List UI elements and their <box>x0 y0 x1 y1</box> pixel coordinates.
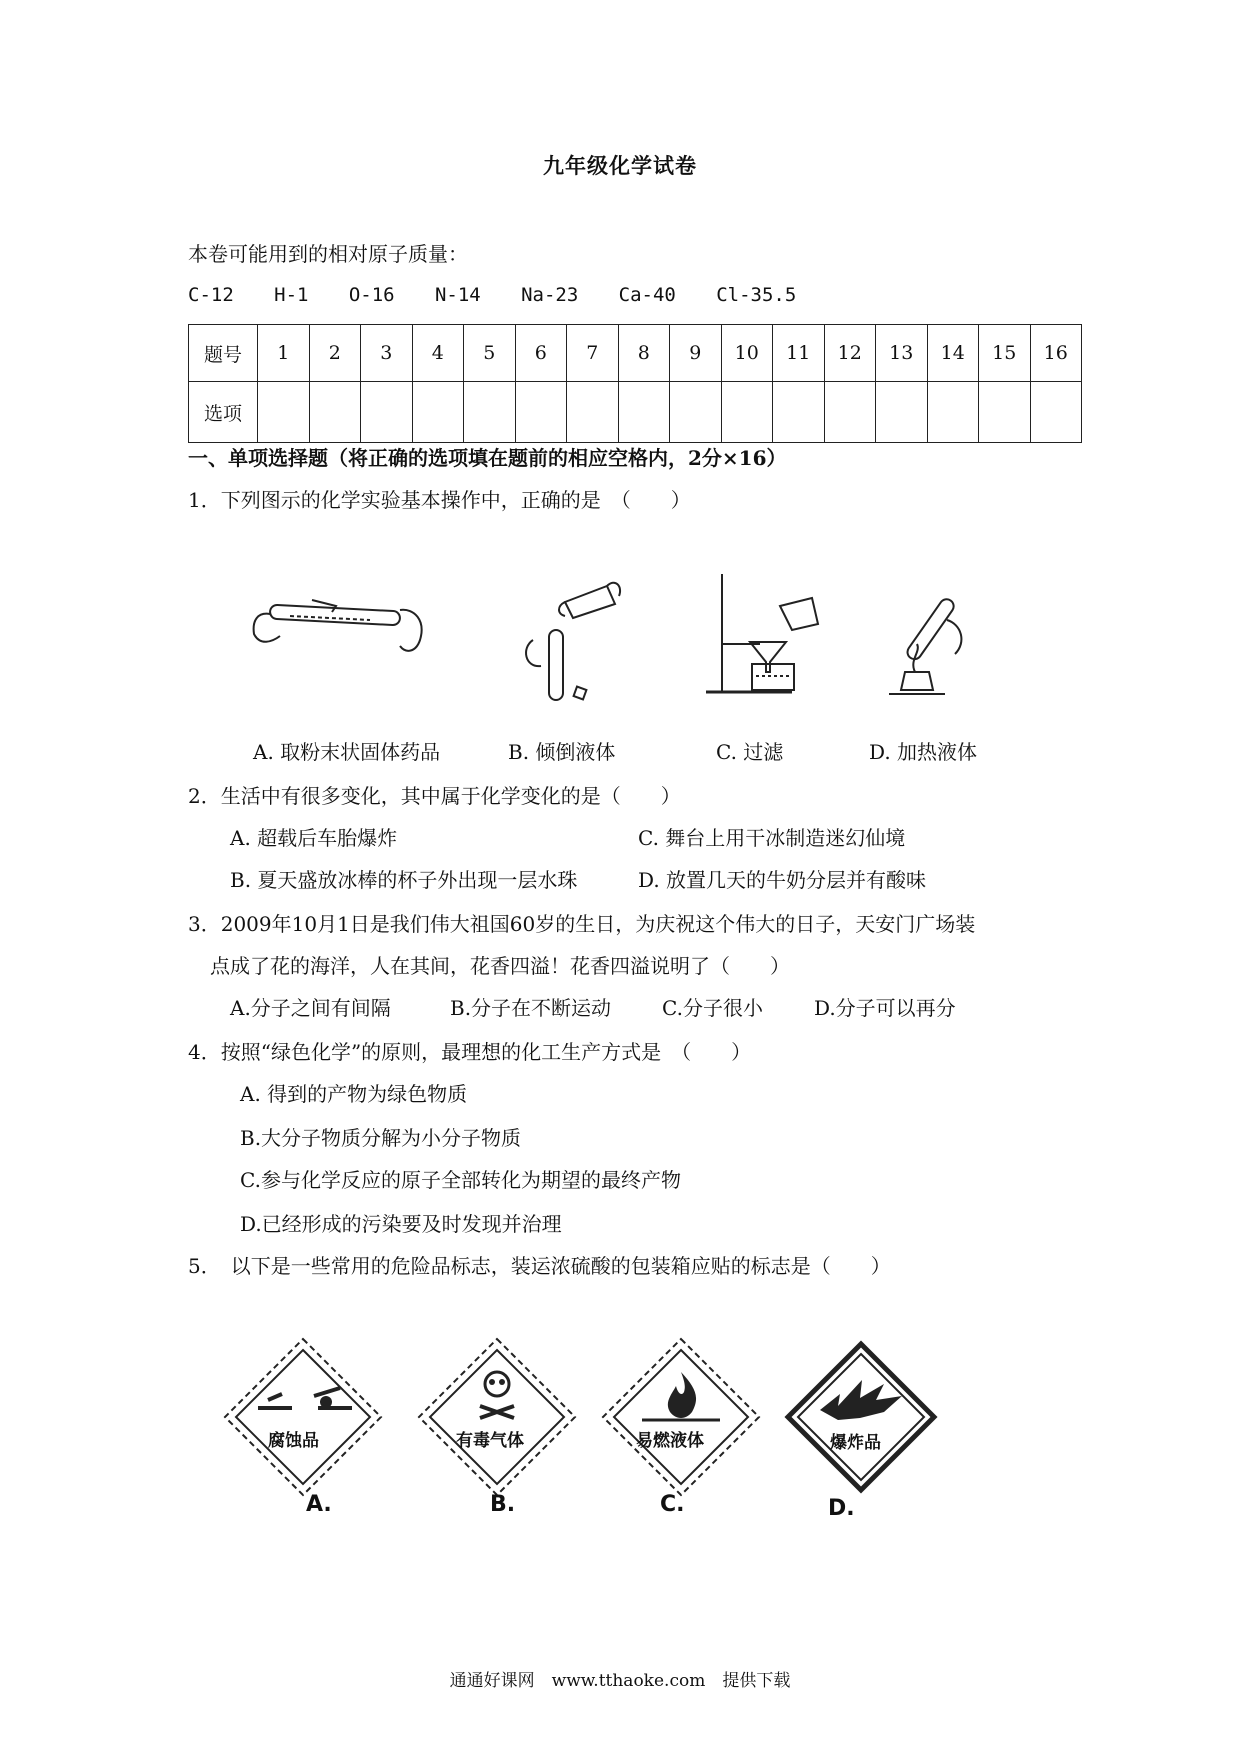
sign-letter-b: B. <box>490 1492 516 1517</box>
question-number-cell: 12 <box>824 325 876 382</box>
q3-option-a: A.分子之间有间隔 <box>230 996 391 1020</box>
answer-table <box>188 324 1082 443</box>
powder-sampling-figure <box>250 580 430 670</box>
corrosive-sign <box>222 1336 384 1498</box>
corrosive-diamond-icon <box>222 1336 384 1498</box>
q4-option-a: A. 得到的产物为绿色物质 <box>240 1082 468 1106</box>
answer-cell[interactable] <box>515 382 567 443</box>
q4-stem: 4．按照“绿色化学”的原则，最理想的化工生产方式是 （ ） <box>188 1040 752 1064</box>
explosion-diamond-icon <box>780 1336 942 1498</box>
answer-cell[interactable] <box>618 382 670 443</box>
sign-letter-a: A. <box>306 1492 332 1517</box>
mass-item: Cl-35.5 <box>716 284 797 306</box>
masses-label: 本卷可能用到的相对原子质量： <box>188 242 468 266</box>
q3-option-b: B.分子在不断运动 <box>450 996 612 1020</box>
pour-liquid-figure <box>515 578 625 708</box>
sign-label: 腐蚀品 <box>268 1431 319 1451</box>
answer-cell[interactable] <box>824 382 876 443</box>
answer-cell[interactable] <box>567 382 619 443</box>
question-number-cell: 3 <box>361 325 413 382</box>
mass-item: Ca-40 <box>618 284 676 306</box>
question-number-cell: 7 <box>567 325 619 382</box>
row-header-choice: 选项 <box>189 382 258 443</box>
q4-option-b: B.大分子物质分解为小分子物质 <box>240 1126 522 1150</box>
answer-cell[interactable] <box>927 382 979 443</box>
mass-item: O-16 <box>348 284 395 306</box>
q4-option-c: C.参与化学反应的原子全部转化为期望的最终产物 <box>240 1168 681 1192</box>
q1-option-d: D. 加热液体 <box>869 740 978 764</box>
question-number-cell: 9 <box>670 325 722 382</box>
question-number-cell: 4 <box>412 325 464 382</box>
q2-stem: 2．生活中有很多变化，其中属于化学变化的是（ ） <box>188 784 681 808</box>
flame-diamond-icon <box>600 1336 762 1498</box>
flammable-liquid-sign <box>600 1336 762 1498</box>
sign-label: 有毒气体 <box>456 1431 524 1451</box>
explosive-sign <box>780 1336 942 1498</box>
q3-option-d: D.分子可以再分 <box>814 996 956 1020</box>
question-number-cell: 6 <box>515 325 567 382</box>
q4-option-d: D.已经形成的污染要及时发现并治理 <box>240 1212 562 1236</box>
mass-item: C-12 <box>188 284 234 306</box>
q2-option-d: D. 放置几天的牛奶分层并有酸味 <box>638 868 927 892</box>
sign-label: 爆炸品 <box>830 1433 881 1453</box>
question-number-cell: 14 <box>927 325 979 382</box>
row-header-number: 题号 <box>189 325 258 382</box>
sign-letter-c: C. <box>660 1492 685 1517</box>
section-heading: 一、单项选择题（将正确的选项填在题前的相应空格内，2分×16） <box>188 446 787 470</box>
atomic-masses <box>188 282 830 306</box>
answer-cell[interactable] <box>309 382 361 443</box>
answer-cell[interactable] <box>721 382 773 443</box>
heat-liquid-figure <box>875 590 985 700</box>
question-number-cell: 5 <box>464 325 516 382</box>
q2-option-c: C. 舞台上用干冰制造迷幻仙境 <box>638 826 906 850</box>
question-number-cell: 2 <box>309 325 361 382</box>
answer-cell[interactable] <box>979 382 1031 443</box>
question-number-cell: 1 <box>258 325 310 382</box>
mass-item: H-1 <box>274 284 309 306</box>
question-number-cell: 16 <box>1030 325 1082 382</box>
answer-cell[interactable] <box>773 382 825 443</box>
answer-table-choice-row <box>189 382 1082 443</box>
toxic-gas-sign <box>416 1336 578 1498</box>
answer-cell[interactable] <box>670 382 722 443</box>
question-number-cell: 11 <box>773 325 825 382</box>
skull-diamond-icon <box>416 1336 578 1498</box>
mass-item: Na-23 <box>521 284 579 306</box>
filtration-figure <box>700 568 830 698</box>
answer-cell[interactable] <box>361 382 413 443</box>
question-number-cell: 15 <box>979 325 1031 382</box>
mass-item: N-14 <box>434 284 481 306</box>
answer-cell[interactable] <box>876 382 928 443</box>
question-number-cell: 8 <box>618 325 670 382</box>
q1-stem: 1．下列图示的化学实验基本操作中，正确的是 （ ） <box>188 488 691 512</box>
page-title: 九年级化学试卷 <box>543 153 697 178</box>
answer-cell[interactable] <box>258 382 310 443</box>
q1-option-a: A. 取粉末状固体药品 <box>253 740 441 764</box>
sign-label: 易燃液体 <box>636 1431 704 1451</box>
answer-cell[interactable] <box>1030 382 1082 443</box>
q3-stem-line2: 点成了花的海洋，人在其间，花香四溢！花香四溢说明了（ ） <box>210 954 790 978</box>
footer-credit: 通通好课网 www.tthaoke.com 提供下载 <box>449 1671 791 1691</box>
q2-option-a: A. 超载后车胎爆炸 <box>230 826 398 850</box>
q3-option-c: C.分子很小 <box>662 996 763 1020</box>
q1-option-c: C. 过滤 <box>716 740 784 764</box>
question-number-cell: 13 <box>876 325 928 382</box>
answer-cell[interactable] <box>412 382 464 443</box>
answer-cell[interactable] <box>464 382 516 443</box>
q1-option-b: B. 倾倒液体 <box>508 740 616 764</box>
q2-option-b: B. 夏天盛放冰棒的杯子外出现一层水珠 <box>230 868 578 892</box>
question-number-cell: 10 <box>721 325 773 382</box>
sign-letter-d: D. <box>828 1496 855 1521</box>
q5-stem: 5． 以下是一些常用的危险品标志，装运浓硫酸的包装箱应贴的标志是（ ） <box>188 1254 891 1278</box>
q3-stem-line1: 3．2009年10月1日是我们伟大祖国60岁的生日，为庆祝这个伟大的日子，天安门广场装 <box>188 912 976 936</box>
answer-table-number-row <box>189 325 1082 382</box>
